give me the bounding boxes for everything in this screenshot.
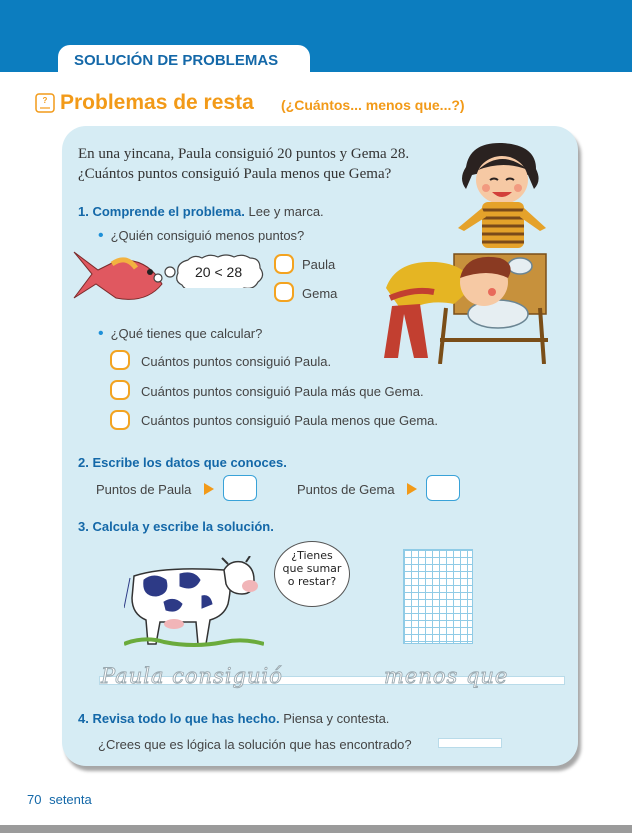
option-gema: Gema bbox=[302, 286, 338, 301]
problem-icon bbox=[35, 93, 55, 113]
step-1-number: 1. bbox=[78, 204, 89, 219]
boy-illustration bbox=[380, 248, 550, 364]
step-2-title: Escribe los datos que conoces. bbox=[92, 455, 287, 470]
step-3-number: 3. bbox=[78, 519, 89, 534]
page-subtitle: (¿Cuántos... menos que...?) bbox=[281, 97, 465, 113]
step-3-heading bbox=[78, 519, 274, 534]
step-2-heading bbox=[78, 455, 287, 470]
step-1-instruction: Lee y marca. bbox=[248, 204, 324, 219]
step-1-question-1: • ¿Quién consiguió menos puntos? bbox=[98, 227, 304, 245]
label-puntos-paula: Puntos de Paula bbox=[96, 482, 192, 497]
page-number-word: setenta bbox=[49, 792, 92, 807]
problem-line-2: ¿Cuántos puntos consiguió Paula menos que Gema? bbox=[78, 166, 392, 182]
option-b: Cuántos puntos consiguió Paula más que Gema. bbox=[141, 384, 424, 399]
page-number: 70 bbox=[27, 792, 42, 807]
arrow-gema-icon bbox=[407, 483, 417, 495]
step-4-instruction: Piensa y contesta. bbox=[283, 711, 390, 726]
option-paula: Paula bbox=[302, 257, 336, 272]
option-c: Cuántos puntos consiguió Paula menos que Gema. bbox=[141, 413, 439, 428]
girl-illustration bbox=[452, 142, 552, 252]
input-puntos-paula[interactable] bbox=[223, 475, 257, 501]
step-2-number: 2. bbox=[78, 455, 89, 470]
step-4-heading bbox=[78, 711, 389, 726]
step-4-title: Revisa todo lo que has hecho. bbox=[92, 711, 280, 726]
arrow-paula-icon bbox=[204, 483, 214, 495]
svg-text:?: ? bbox=[42, 96, 48, 105]
speech-bubble bbox=[274, 541, 350, 607]
page-title: Problemas de resta bbox=[60, 91, 254, 114]
page-footer bbox=[27, 792, 92, 807]
cow-illustration bbox=[124, 556, 264, 648]
input-puntos-gema[interactable] bbox=[426, 475, 460, 501]
checkbox-paula[interactable] bbox=[274, 254, 294, 274]
step-4-number: 4. bbox=[78, 711, 89, 726]
section-label: SOLUCIÓN DE PROBLEMAS bbox=[74, 52, 279, 69]
thought-expression: 20 < 28 bbox=[195, 264, 243, 280]
traced-text-2: menos que bbox=[384, 664, 509, 688]
answer-line[interactable] bbox=[438, 738, 502, 748]
step-1-question-2: • ¿Qué tienes que calcular? bbox=[98, 325, 262, 343]
checkbox-option-b[interactable] bbox=[110, 380, 130, 400]
label-puntos-gema: Puntos de Gema bbox=[297, 482, 395, 497]
speech-line-1: ¿Tienes bbox=[291, 549, 333, 562]
option-a: Cuántos puntos consiguió Paula. bbox=[141, 354, 332, 369]
speech-line-2: que sumar bbox=[282, 562, 342, 575]
speech-line-3: o restar? bbox=[287, 575, 337, 588]
bottom-divider bbox=[0, 825, 632, 833]
problem-line-1: En una yincana, Paula consiguió 20 puntos y Gema 28. bbox=[78, 146, 410, 162]
checkbox-option-c[interactable] bbox=[110, 410, 130, 430]
checkbox-gema[interactable] bbox=[274, 282, 294, 302]
traced-text-1: Paula consiguió bbox=[101, 664, 283, 688]
checkbox-option-a[interactable] bbox=[110, 350, 130, 370]
step-1-heading bbox=[78, 204, 324, 219]
calculation-grid[interactable] bbox=[403, 549, 473, 644]
step-3-title: Calcula y escribe la solución. bbox=[92, 519, 274, 534]
section-tab bbox=[58, 45, 310, 73]
step-1-title: Comprende el problema. bbox=[92, 204, 245, 219]
step-4-question: ¿Crees que es lógica la solución que has encontrado? bbox=[98, 737, 412, 752]
